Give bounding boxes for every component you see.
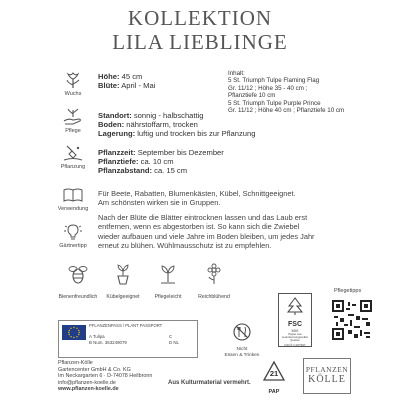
standort-label: Standort: xyxy=(98,111,132,120)
address-line: Im Neckargarten 6 · D-74078 Heilbronn xyxy=(58,373,153,379)
watering-hand-icon xyxy=(61,107,85,127)
verwendung-line: Am schönsten wirken sie in Gruppen. xyxy=(98,198,221,208)
food-warning xyxy=(222,322,262,358)
wuchs-section-icon xyxy=(55,70,91,97)
passport-d: D NL xyxy=(169,340,180,345)
bluete-label: Blüte: xyxy=(98,81,120,91)
verwendung-section-icon xyxy=(55,185,91,212)
lightbulb-icon xyxy=(61,222,85,242)
book-icon xyxy=(61,185,85,205)
verwendung-text xyxy=(98,189,398,208)
bee-icon xyxy=(66,262,90,286)
pflanzen-koelle-logo xyxy=(303,358,351,394)
pflanzzeit-label: Pflanzzeit: xyxy=(98,148,136,157)
plant-passport xyxy=(58,320,198,358)
eu-flag-icon xyxy=(62,325,86,340)
passport-c: C xyxy=(169,334,173,339)
passport-b: B Num. 363249079 xyxy=(89,340,127,345)
lagerung-value: luftig und trocken bis zur Pflanzung xyxy=(137,129,256,139)
pflanztiefe-value: ca. 10 cm xyxy=(140,157,174,167)
boden-value: nährstoffarm, trocken xyxy=(126,120,198,130)
badge-bienenfreundlich xyxy=(53,262,103,300)
fsc-code: FSC® C167997 xyxy=(284,342,306,347)
hoehe-label: Höhe: xyxy=(98,72,120,81)
tipp-line: entfernen, wenn es abgestorben ist. So kann sich die Zwiebel xyxy=(98,222,300,232)
wuchs-text xyxy=(98,72,155,90)
shovel-icon xyxy=(61,143,85,163)
fsc-label xyxy=(278,293,312,347)
kultur-text: Aus Kulturmaterial vermehrt. xyxy=(168,380,251,386)
badge-reichbluehend xyxy=(189,262,239,300)
verwendung-line: Für Beete, Rabatten, Blumenkästen, Kübel, Schnittgeeignet. xyxy=(98,189,296,198)
tulip-icon xyxy=(61,70,85,90)
inhalt-line: Gr. 11/12 ; Höhe 40 cm ; Pflanztiefe 10 cm xyxy=(228,107,345,115)
qr-code-image xyxy=(332,300,372,340)
recycle-code: PAP xyxy=(268,389,280,395)
badge-label: Bienenfreundlich xyxy=(58,294,98,300)
address-line[interactable]: info@pflanzen-koelle.de xyxy=(58,379,116,386)
title-line-1: KOLLEKTION xyxy=(127,6,273,30)
standort-value: sonnig - halbschattig xyxy=(133,111,204,120)
bluete-value: April - Mai xyxy=(121,81,156,91)
fsc-sub: Papier aus verantwortungsvollen Quellen xyxy=(281,332,309,343)
tipp-line: erneut zu blühen. Wühlmausschutz ist zu empfehlen. xyxy=(98,241,272,251)
fsc-tree-icon xyxy=(284,296,306,316)
inhalt-block xyxy=(228,70,398,114)
no-eating-icon xyxy=(232,322,252,342)
potted-plant-icon xyxy=(111,262,135,286)
pflegetipps-label: Pflegetipps xyxy=(334,288,362,294)
lagerung-label: Lagerung: xyxy=(98,129,136,139)
recycle-number: 21 xyxy=(269,369,279,378)
pflanzung-section-icon xyxy=(55,143,91,170)
inhalt-line: 5 St. Triumph Tulpe Flaming Flag xyxy=(228,77,320,85)
pflanzzeit-value: September bis Dezember xyxy=(137,148,224,157)
pflanztiefe-label: Pflanztiefe: xyxy=(98,157,139,167)
title-line-2: LILA LIEBLINGE xyxy=(112,30,288,54)
badge-label: Kübelgeeignet xyxy=(106,294,140,300)
logo-line-2: KÖLLE xyxy=(308,374,346,385)
pflanzabstand-value: ca. 15 cm xyxy=(154,166,188,176)
hoehe-value: 45 cm xyxy=(121,72,143,81)
pflege-section-icon xyxy=(55,107,91,134)
boden-label: Boden: xyxy=(98,120,125,130)
address-line[interactable]: www.pflanzen-koelle.de xyxy=(58,386,119,392)
pflanzabstand-label: Pflanzabstand: xyxy=(98,166,153,176)
flower-icon xyxy=(202,262,226,286)
logo-line-1: PFLANZEN xyxy=(305,365,349,374)
gaertnertipp-section-icon xyxy=(55,222,91,249)
badge-kuebelgeeignet xyxy=(98,262,148,300)
wuchs-label: Wuchs xyxy=(64,91,82,97)
badge-pflegeleicht xyxy=(143,262,193,300)
verwendung-label: Verwendung xyxy=(57,206,89,212)
fsc-mix: MIX xyxy=(291,328,299,333)
address-line: Gartencenter GmbH & Co. KG xyxy=(58,366,131,373)
passport-heading: PFLANZENPASS / PLANT PASSPORT xyxy=(89,323,163,328)
badge-label: Reichblühend xyxy=(198,294,230,300)
inhalt-line: Pflanztiefe 10 cm xyxy=(228,92,276,100)
badge-label: Pflegeleicht xyxy=(154,294,182,300)
recycling-symbol xyxy=(260,360,288,395)
pflanzung-label: Pflanzung xyxy=(60,164,86,170)
tipp-line: Nach der Blüte die Blätter eintrocknen lassen und das Laub erst xyxy=(98,213,308,222)
fsc-text: FSC xyxy=(288,321,302,328)
address-line: Pflanzen-Kölle xyxy=(58,360,93,366)
pflege-text xyxy=(98,111,255,139)
seedling-icon xyxy=(156,262,180,286)
inhalt-line: Gr. 11/12 ; Höhe 35 - 40 cm ; xyxy=(228,84,308,92)
inhalt-line: 5 St. Triumph Tulpe Purple Prince xyxy=(228,99,321,107)
inhalt-heading: Inhalt: xyxy=(228,70,245,77)
qr-code[interactable] xyxy=(332,300,372,340)
gaertnertipp-text xyxy=(98,213,398,251)
pflege-label: Pflege xyxy=(65,128,81,134)
food-warning-text: Nicht Essen & Trinken xyxy=(224,347,260,358)
tipp-line: wieder aufbauen und viele Jahre im Boden bleiben, um jedes Jahr xyxy=(98,231,315,241)
passport-a: A Tulipa xyxy=(89,334,105,339)
address-block xyxy=(58,360,152,393)
pflanzung-text xyxy=(98,148,224,176)
gaertnertipp-label: Gärtnertipp xyxy=(59,243,87,249)
